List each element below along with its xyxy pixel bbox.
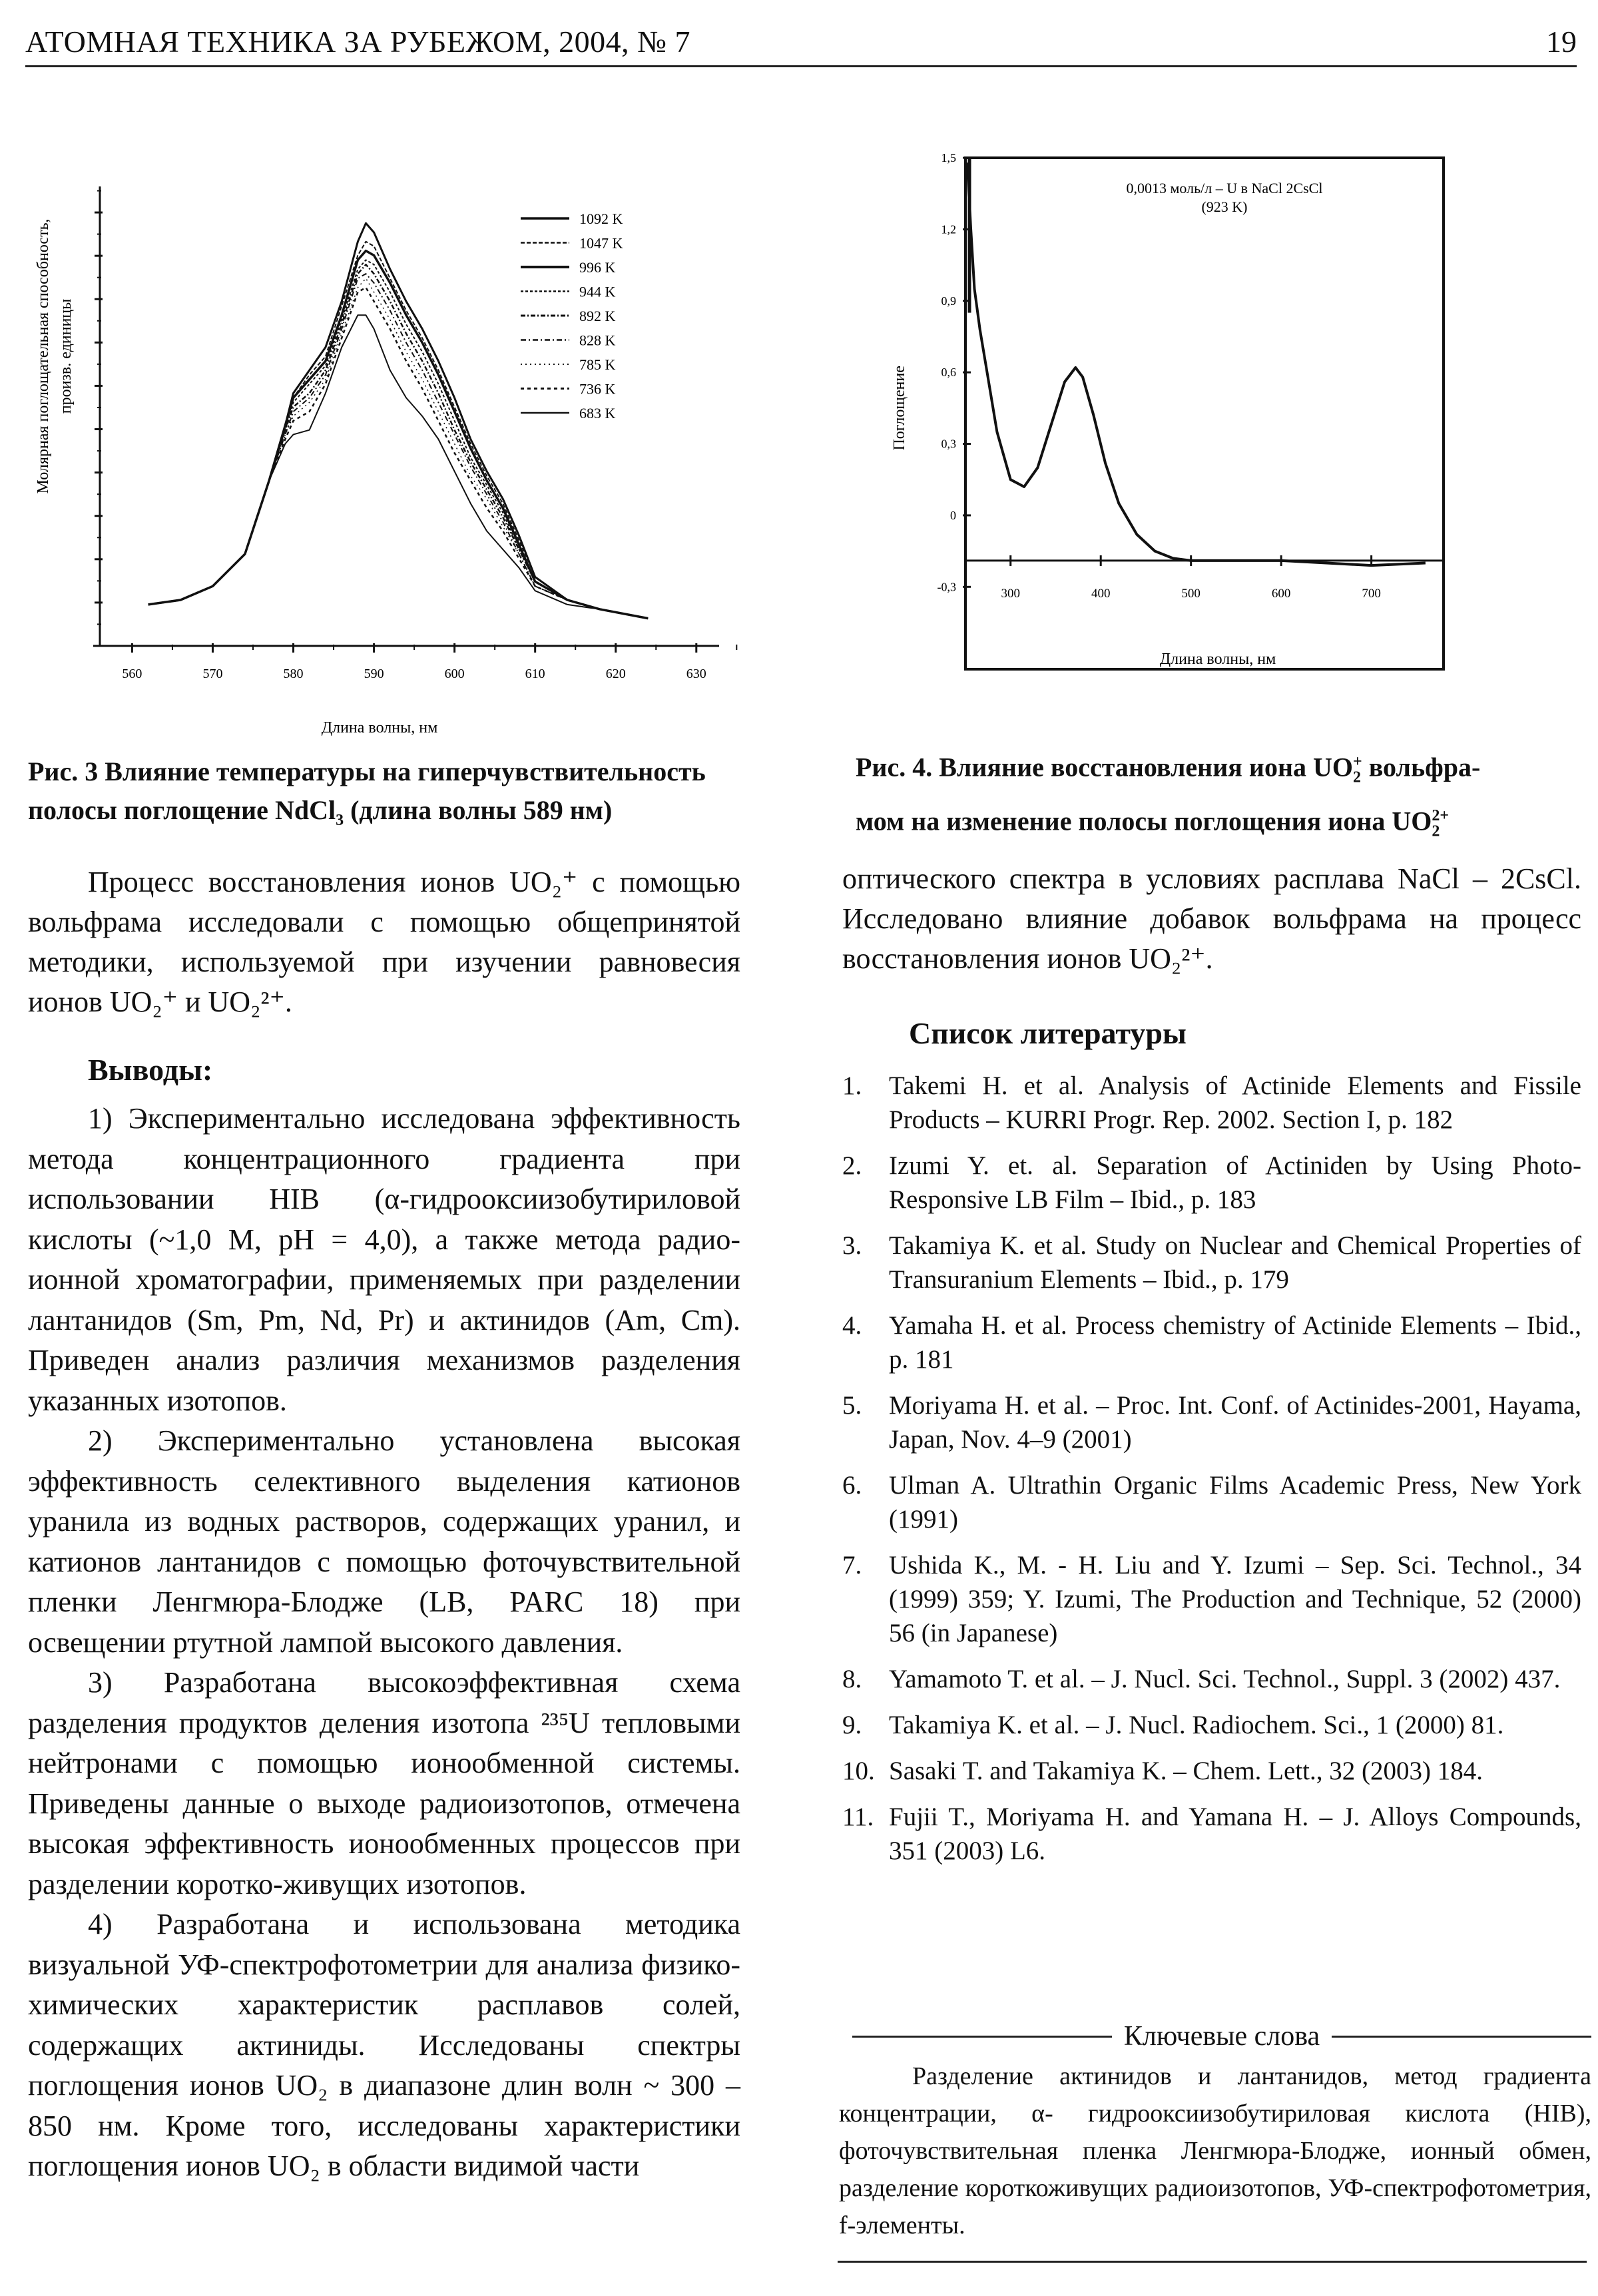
- figure-4-plot: [886, 143, 1458, 689]
- svg-text:300: 300: [1001, 586, 1020, 601]
- keywords-body: [839, 2058, 1591, 2244]
- divider: [1332, 2036, 1591, 2038]
- conclusions-heading: Выводы:: [88, 1053, 213, 1087]
- svg-text:590: 590: [364, 667, 384, 681]
- svg-text:Поглощение: Поглощение: [891, 366, 908, 451]
- reference-text: Takamiya K. et al. – J. Nucl. Radiochem. Sci., 1 (2000) 81.: [889, 1711, 1504, 1739]
- reference-item: [842, 1468, 1581, 1536]
- running-header: [25, 19, 1577, 67]
- svg-text:1,5: 1,5: [941, 151, 956, 164]
- caption-line: [28, 791, 774, 840]
- svg-text:944 K: 944 K: [579, 283, 616, 300]
- reference-text: Izumi Y. et. al. Separation of Actiniden by Using Photo-Responsive LB Film – Ibid., p. 183: [889, 1151, 1581, 1214]
- subscript: 2: [1432, 822, 1440, 840]
- svg-text:500: 500: [1181, 586, 1200, 601]
- svg-text:620: 620: [605, 667, 626, 681]
- reference-text: Moriyama H. et al. – Proc. Int. Conf. of Actinides-2001, Hayama, Japan, Nov. 4–9 (2001): [889, 1391, 1581, 1454]
- svg-text:560: 560: [122, 667, 142, 681]
- caption-text: мом на изменение полосы поглощения иона UO: [856, 806, 1432, 836]
- figure-4-chart: [886, 143, 1458, 689]
- continuation-paragraph: [842, 859, 1581, 979]
- conclusion-item: 3) Разработана высокоэффективная схема разделения продуктов деления изотопа ²³⁵U тепловыми нейтронами с помощью ионообменной системы. Приведены данные о выходе радиоизотопов, отмечена высокая эффективность ионообменных процессов при разделении коротко-живущих изотопов.: [28, 1666, 740, 1900]
- svg-text:произв. единицы: произв. единицы: [57, 298, 75, 414]
- svg-text:700: 700: [1362, 586, 1381, 601]
- svg-text:0,0013 моль/л – U в NaCl 2CsC: 0,0013 моль/л – U в NaCl 2CsCl: [1126, 180, 1323, 196]
- reference-number: 10.: [842, 1757, 875, 1785]
- reference-item: [842, 1149, 1581, 1217]
- svg-text:-0,3: -0,3: [937, 580, 956, 594]
- reference-number: 5.: [842, 1391, 862, 1420]
- divider: [838, 2261, 1587, 2263]
- caption-text: полосы поглощение NdCl: [28, 795, 336, 825]
- reference-text: Yamamoto T. et al. – J. Nucl. Sci. Technol., Suppl. 3 (2002) 437.: [889, 1665, 1561, 1693]
- svg-text:996 K: 996 K: [579, 259, 616, 276]
- svg-text:0,9: 0,9: [941, 294, 956, 308]
- divider: [852, 2036, 1112, 2038]
- reference-item: [842, 1800, 1581, 1868]
- svg-text:1,2: 1,2: [941, 222, 956, 236]
- reference-item: [842, 1229, 1581, 1296]
- conclusions-list: [28, 1099, 740, 2187]
- caption-text: (длина волны 589 нм): [344, 795, 613, 825]
- svg-text:580: 580: [283, 667, 304, 681]
- reference-number: 9.: [842, 1711, 862, 1739]
- superscript: 2+: [1432, 807, 1450, 825]
- journal-title: АТОМНАЯ ТЕХНИКА ЗА РУБЕЖОМ, 2004, № 7: [25, 25, 691, 59]
- svg-text:600: 600: [444, 667, 465, 681]
- references-list: [842, 1069, 1581, 1880]
- reference-text: Takamiya K. et al. Study on Nuclear and Chemical Properties of Transuranium Elements – Ibid., p. 179: [889, 1231, 1581, 1294]
- subscript: 3: [336, 812, 344, 829]
- svg-text:683 K: 683 K: [579, 405, 616, 422]
- reference-number: 4.: [842, 1311, 862, 1340]
- reference-item: [842, 1388, 1581, 1456]
- page-number: 19: [1546, 25, 1577, 59]
- figure-4-caption: [856, 742, 1595, 851]
- svg-text:1092 K: 1092 K: [579, 210, 623, 227]
- caption-line: [856, 742, 1595, 796]
- keywords-heading: Ключевые слова: [1123, 2021, 1320, 2052]
- svg-text:Длина волны, нм: Длина волны, нм: [1159, 651, 1276, 668]
- conclusion-item: 4) Разработана и использована методика визуальной УФ-спектрофотометрии для анализа физико-химических характеристик расплавов солей, содержащих актиниды. Исследованы спектры поглощения ионов UO₂ в диапазоне длин волн ~ 300 – 850 нм. Кроме того, исследованы характеристики поглощения ионов UO₂ в области видимой части: [28, 1908, 740, 2182]
- svg-text:736 K: 736 K: [579, 380, 616, 398]
- reference-number: 7.: [842, 1551, 862, 1579]
- svg-text:0: 0: [950, 508, 956, 522]
- svg-text:Молярная поглощательная способ: Молярная поглощательная способность,: [35, 218, 52, 494]
- keywords-text: Разделение актинидов и лантанидов, метод градиента концентрации, α- гидрооксиизобутириловая кислота (HIB), фоточувствительная пленка Ленгмюра-Блодже, ионный обмен, разделение короткоживущих радиоизотопов, УФ-спектрофотометрия, f-элементы.: [839, 2062, 1591, 2239]
- svg-text:630: 630: [686, 667, 706, 681]
- conclusion-item: 1) Экспериментально исследована эффективность метода концентрационного градиента при использовании HIB (α-гидрооксиизобутириловой кислоты (~1,0 M, pH = 4,0), а также метода радио-ионной хроматографии, применяемых при разделении лантанидов (Sm, Pm, Nd, Pr) и актинидов (Am, Cm). Приведен анализ различия механизмов разделения указанных изотопов.: [28, 1102, 740, 1417]
- reference-text: Takemi H. et al. Analysis of Actinide Elements and Fissile Products – KURRI Progr. Rep. 2002. Section I, p. 182: [889, 1071, 1581, 1134]
- svg-text:570: 570: [202, 667, 223, 681]
- reference-text: Yamaha H. et al. Process chemistry of Actinide Elements – Ibid., p. 181: [889, 1311, 1581, 1374]
- reference-item: [842, 1754, 1581, 1788]
- caption-text: вольфра-: [1362, 752, 1481, 782]
- reference-item: [842, 1069, 1581, 1137]
- conclusion-item: 2) Экспериментально установлена высокая эффективность селективного выделения катионов уранила из водных растворов, содержащих уранил, и катионов лантанидов с помощью фоточувствительной пленки Ленгмюра-Блодже (LB, PARC 18) при освещении ртутной лампой высокого давления.: [28, 1424, 740, 1659]
- keywords-heading-row: [852, 2018, 1591, 2055]
- reference-number: 6.: [842, 1471, 862, 1500]
- figure-3-chart: [20, 180, 739, 739]
- reference-item: [842, 1548, 1581, 1650]
- intro-paragraph: [28, 862, 740, 1022]
- reference-number: 2.: [842, 1151, 862, 1180]
- reference-text: Ushida K., M. - H. Liu and Y. Izumi – Sep. Sci. Technol., 34 (1999) 359; Y. Izumi, The Production and Technique, 52 (2000) 56 (in Japanese): [889, 1551, 1581, 1647]
- caption-line: [856, 796, 1595, 850]
- caption-text: Рис. 4. Влияние восстановления иона UO: [856, 752, 1354, 782]
- figure-3-plot: [20, 180, 739, 739]
- reference-number: 11.: [842, 1803, 874, 1831]
- reference-text: Ulman A. Ultrathin Organic Films Academic Press, New York (1991): [889, 1471, 1581, 1534]
- reference-text: Sasaki T. and Takamiya K. – Chem. Lett., 32 (2003) 184.: [889, 1757, 1483, 1785]
- references-heading: Список литературы: [909, 1016, 1187, 1050]
- reference-item: [842, 1308, 1581, 1376]
- reference-number: 1.: [842, 1071, 862, 1100]
- reference-number: 8.: [842, 1665, 862, 1693]
- figure-3-caption: [28, 752, 774, 840]
- svg-text:785 K: 785 K: [579, 356, 616, 373]
- svg-text:600: 600: [1271, 586, 1291, 601]
- paragraph-text: оптического спектра в условиях расплава NaCl – 2CsCl. Исследовано влияние добавок вольфрама на процесс восстановления ионов UO₂²⁺.: [842, 862, 1581, 975]
- svg-text:Длина волны, нм: Длина волны, нм: [321, 719, 438, 736]
- svg-text:1047 K: 1047 K: [579, 234, 623, 252]
- svg-text:(923 K): (923 K): [1201, 198, 1248, 215]
- svg-text:0,3: 0,3: [941, 437, 956, 451]
- reference-number: 3.: [842, 1231, 862, 1260]
- reference-text: Fujii T., Moriyama H. and Yamana H. – J. Alloys Compounds, 351 (2003) L6.: [889, 1803, 1581, 1865]
- svg-text:610: 610: [525, 667, 545, 681]
- subscript: 2: [1353, 768, 1362, 786]
- svg-text:0,6: 0,6: [941, 366, 956, 380]
- svg-text:828 K: 828 K: [579, 332, 616, 349]
- caption-line: Рис. 3 Влияние температуры на гиперчувствительность: [28, 756, 706, 786]
- svg-text:892 K: 892 K: [579, 308, 616, 324]
- superscript: +: [1353, 753, 1362, 770]
- reference-item: [842, 1708, 1581, 1742]
- svg-text:400: 400: [1091, 586, 1111, 601]
- paragraph-text: Процесс восстановления ионов UO₂⁺ с помощью вольфрама исследовали с помощью общепринятой методики, используемой при изучении равновесия ионов UO₂⁺ и UO₂²⁺.: [28, 866, 740, 1018]
- reference-item: [842, 1662, 1581, 1696]
